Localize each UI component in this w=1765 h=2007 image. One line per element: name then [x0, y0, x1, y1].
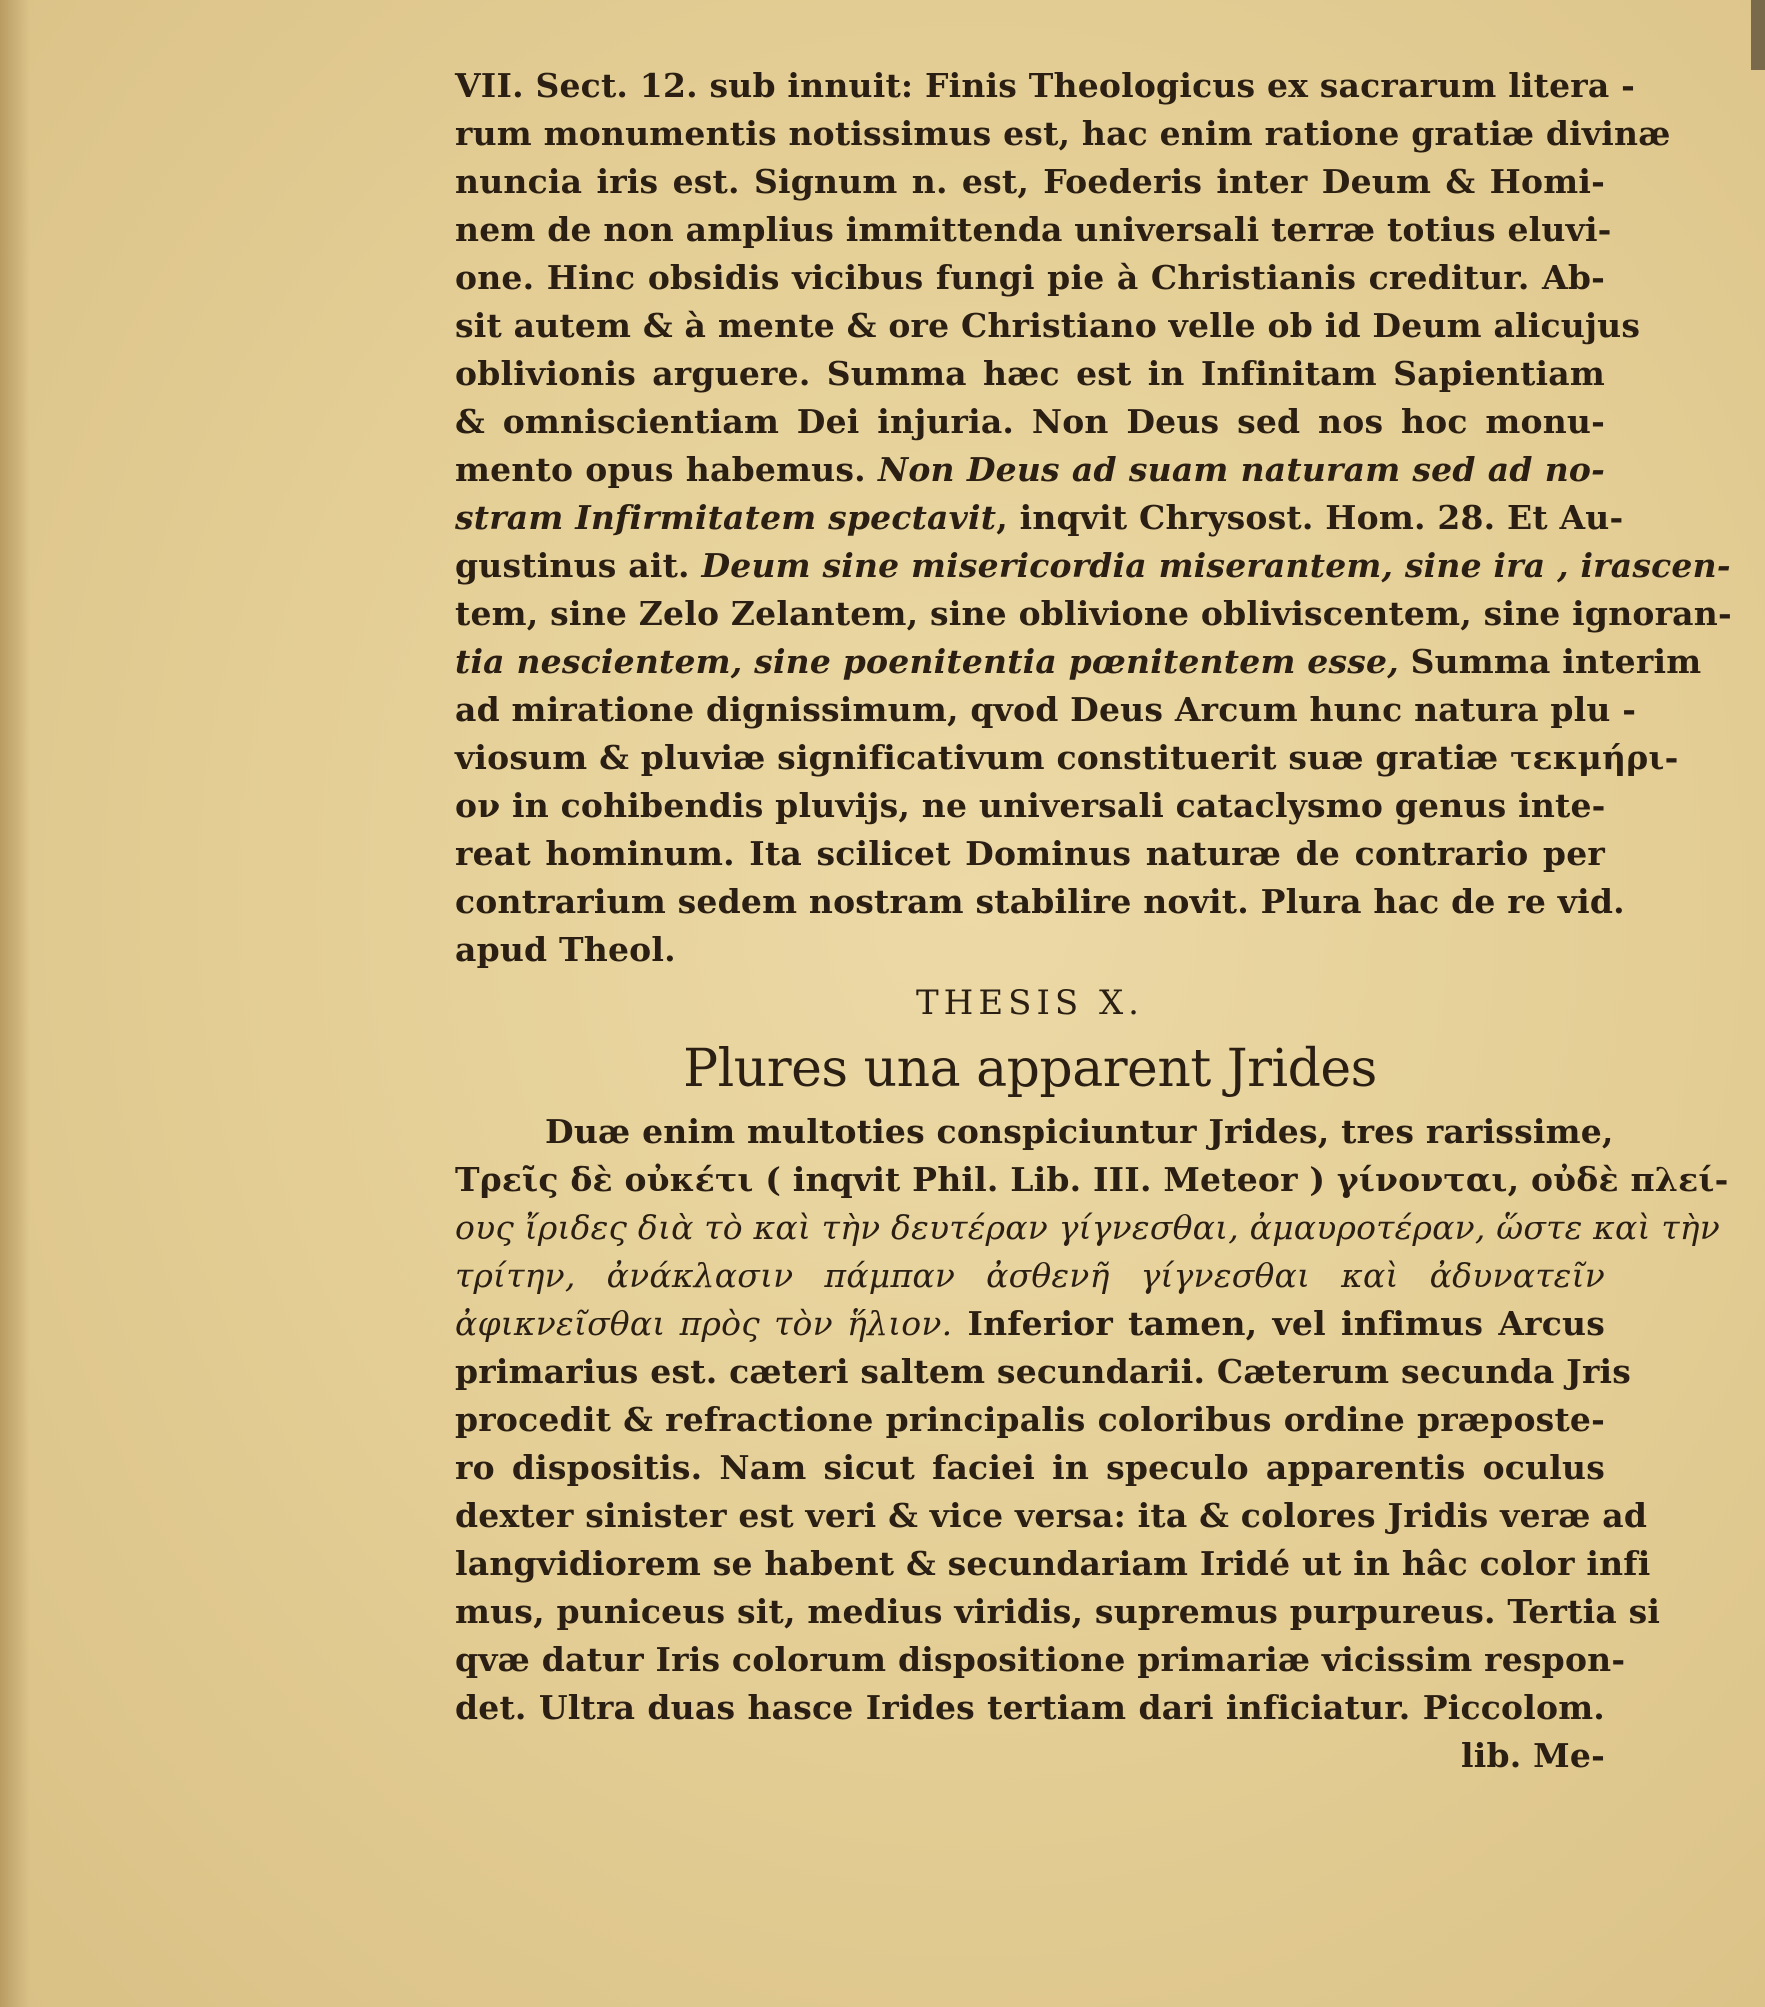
- text-line: [455, 446, 1605, 494]
- text-span: mento opus habemus.: [455, 450, 866, 489]
- text-line: langvidiorem se habent & secundariam Iridé ut in hâc color infi: [455, 1544, 1651, 1583]
- italic-quote: Deum sine misericordia miserantem, sine ira , irascen-: [701, 546, 1731, 585]
- italic-quote: Non Deus ad suam naturam sed ad no-: [877, 450, 1605, 489]
- text-span: Inferior tamen, vel infimus Arcus: [952, 1304, 1605, 1343]
- text-line: apud Theol.: [455, 930, 676, 969]
- text-span: gustinus ait.: [455, 546, 690, 585]
- text-line: nuncia iris est. Signum n. est, Foederis inter Deum & Homi-: [455, 162, 1605, 201]
- greek-line: Τρεῖς δὲ οὐκέτι ( inqvit Phil. Lib. III. Meteor ) γίνονται, οὐδὲ πλεί-: [455, 1160, 1729, 1199]
- text-line: mus, puniceus sit, medius viridis, supremus purpureus. Tertia si: [455, 1592, 1661, 1631]
- text-line: sit autem & à mente & ore Christiano velle ob id Deum alicujus: [455, 306, 1641, 345]
- greek-span: ἀφικνεῖσθαι πρὸς τὸν ἥλιον.: [455, 1304, 953, 1343]
- text-line: rum monumentis notissimus est, hac enim ratione gratiæ divinæ: [455, 114, 1671, 153]
- text-line: qvæ datur Iris colorum dispositione primariæ vicissim respon-: [455, 1640, 1626, 1679]
- text-line: procedit & refractione principalis coloribus ordine præposte-: [455, 1400, 1605, 1439]
- text-line: nem de non amplius immittenda universali terræ totius eluvi-: [455, 210, 1612, 249]
- text-span: Summa interim: [1398, 642, 1702, 681]
- text-line: VII. Sect. 12. sub innuit: Finis Theologicus ex sacrarum litera -: [455, 66, 1636, 105]
- text-line: one. Hinc obsidis vicibus fungi pie à Christianis creditur. Ab-: [455, 258, 1605, 297]
- page-edge-shadow: [1751, 0, 1765, 70]
- text-line: Duæ enim multoties conspiciuntur Jrides, tres rarissime,: [545, 1112, 1614, 1151]
- text-line: ον in cohibendis pluvijs, ne universali cataclysmo genus inte-: [455, 786, 1606, 825]
- italic-quote: tia nescientem, sine poenitentia pœnitentem esse,: [455, 642, 1399, 681]
- text-line: [455, 638, 1702, 686]
- text-line: [455, 542, 1731, 590]
- text-line: det. Ultra duas hasce Irides tertiam dari inficiatur. Piccolom.: [455, 1688, 1605, 1727]
- text-line: contrarium sedem nostram stabilire novit. Plura hac de re vid.: [455, 882, 1625, 921]
- greek-line: ους ἴριδες διὰ τὸ καὶ τὴν δευτέραν γίγνεσθαι, ἀμαυροτέραν, ὥστε καὶ τὴν: [455, 1208, 1721, 1247]
- thesis-heading: THESIS X.: [916, 983, 1144, 1023]
- catchword: lib. Me-: [1461, 1736, 1605, 1775]
- text-line: ro dispositis. Nam sicut faciei in speculo apparentis oculus: [455, 1448, 1605, 1487]
- text-line: viosum & pluviæ significativum constituerit suæ gratiæ τεκμήρι-: [455, 738, 1679, 777]
- text-line: tem, sine Zelo Zelantem, sine oblivione obliviscentem, sine ignoran-: [455, 594, 1732, 633]
- greek-line: τρίτην, ἀνάκλασιν πάμπαν ἀσθενῆ γίγνεσθαι καὶ ἀδυνατεῖν: [455, 1256, 1605, 1295]
- text-line: primarius est. cæteri saltem secundarii. Cæterum secunda Jris: [455, 1352, 1632, 1391]
- italic-quote: stram Infirmitatem spectavit: [455, 498, 997, 537]
- text-line: dexter sinister est veri & vice versa: ita & colores Jridis veræ ad: [455, 1496, 1648, 1535]
- page-text: [455, 62, 1732, 1780]
- text-line: & omniscientiam Dei injuria. Non Deus sed nos hoc monu-: [455, 402, 1605, 441]
- text-line: ad miratione dignissimum, qvod Deus Arcum hunc natura plu -: [455, 690, 1637, 729]
- text-line: [455, 494, 1624, 542]
- text-line: reat hominum. Ita scilicet Dominus naturæ de contrario per: [455, 834, 1605, 873]
- thesis-title: Plures una apparent Jrides: [683, 1039, 1377, 1099]
- text-line: oblivionis arguere. Summa hæc est in Infinitam Sapientiam: [455, 354, 1605, 393]
- text-span: , inqvit Chrysost. Hom. 28. Et Au-: [996, 498, 1624, 537]
- page-gutter: [0, 0, 30, 2007]
- text-line: [455, 1300, 1605, 1348]
